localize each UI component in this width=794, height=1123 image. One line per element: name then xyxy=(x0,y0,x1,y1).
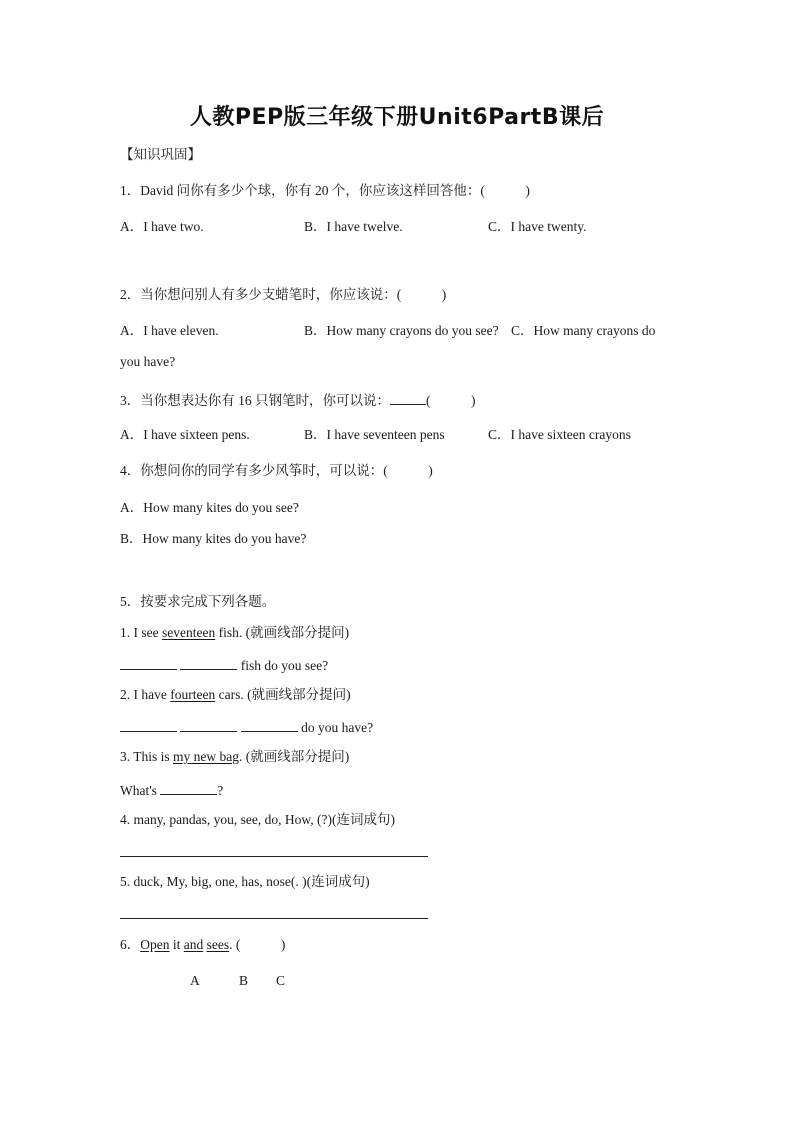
question-5-item-3 xyxy=(120,748,349,766)
question-5-item-2 xyxy=(120,686,351,704)
underlined-word: seventeen xyxy=(161,625,216,640)
item-text: . (就画线部分提问) xyxy=(239,749,350,764)
item-text: What's xyxy=(120,783,161,798)
section-heading: 【知识巩固】 xyxy=(120,147,201,163)
question-3-option-b: B．I have seventeen pens xyxy=(304,427,445,442)
question-2-stem: 2．当你想问别人有多少支蜡笔时，你应该说：( ) xyxy=(120,287,447,302)
answer-blank[interactable] xyxy=(120,717,177,732)
underlined-word: and xyxy=(183,937,204,952)
item-text: . ( ) xyxy=(229,937,286,952)
question-5-item-4: 4. many, pandas, you, see, do, How, (?)(连词成句) xyxy=(120,812,395,827)
item-text: 6． xyxy=(120,937,141,952)
item-text: 2. I have xyxy=(120,687,171,702)
question-3-stem-text: 3．当你想表达你有 16 只钢笔时，你可以说： xyxy=(120,393,390,408)
item-text: 1. I see xyxy=(120,625,162,640)
answer-blank[interactable] xyxy=(390,390,426,405)
answer-blank[interactable] xyxy=(241,717,298,732)
underlined-word: my new bag xyxy=(173,749,239,764)
question-2-option-c: C．How many crayons do xyxy=(511,323,656,338)
underlined-word: Open xyxy=(140,937,170,952)
page-title: 人教PEP版三年级下册Unit6PartB课后 xyxy=(189,105,605,130)
item-text: do you have? xyxy=(297,720,374,735)
question-6-label-c: C xyxy=(276,973,286,988)
question-5-item-2-answer xyxy=(120,717,373,737)
underlined-word: fourteen xyxy=(170,687,216,702)
item-text: it xyxy=(169,937,184,952)
answer-blank[interactable] xyxy=(180,717,237,732)
answer-blank[interactable] xyxy=(180,655,237,670)
question-5-item-5: 5. duck, My, big, one, has, nose(. )(连词成句) xyxy=(120,874,370,889)
question-1-option-a: A．I have two. xyxy=(120,219,204,234)
question-1-option-b: B．I have twelve. xyxy=(304,219,403,234)
answer-blank[interactable] xyxy=(160,780,217,795)
item-text: fish. (就画线部分提问) xyxy=(215,625,350,640)
question-6-label-a: A xyxy=(190,973,200,988)
question-2-option-a: A．I have eleven. xyxy=(120,323,219,338)
question-5-item-1 xyxy=(120,624,349,642)
item-text: cars. (就画线部分提问) xyxy=(215,687,351,702)
question-3-option-c: C．I have sixteen crayons xyxy=(488,427,631,442)
question-5-stem: 5．按要求完成下列各题。 xyxy=(120,594,276,609)
question-6-stem xyxy=(120,936,285,954)
question-5-item-3-answer xyxy=(120,780,223,800)
question-6-label-b: B xyxy=(239,973,249,988)
question-2-option-b: B．How many crayons do you see? xyxy=(304,323,499,338)
underlined-word: sees xyxy=(206,937,230,952)
item-text: fish do you see? xyxy=(237,658,329,673)
answer-line[interactable] xyxy=(120,918,428,919)
item-text: ? xyxy=(217,783,224,798)
question-4-option-b: B．How many kites do you have? xyxy=(120,531,307,546)
question-1-option-c: C．I have twenty. xyxy=(488,219,587,234)
question-3-stem xyxy=(120,390,476,410)
question-4-stem: 4．你想问你的同学有多少风筝时，可以说：( ) xyxy=(120,463,433,478)
question-5-item-1-answer xyxy=(120,655,328,675)
question-3-paren: ( ) xyxy=(426,393,476,408)
question-3-option-a: A．I have sixteen pens. xyxy=(120,427,250,442)
item-text: 3. This is xyxy=(120,749,174,764)
question-1-stem: 1．David 问你有多少个球，你有 20 个，你应该这样回答他：( ) xyxy=(120,183,530,198)
question-4-option-a: A．How many kites do you see? xyxy=(120,500,299,515)
answer-blank[interactable] xyxy=(120,655,177,670)
question-2-option-c-continued: you have? xyxy=(120,354,176,369)
answer-line[interactable] xyxy=(120,856,428,857)
